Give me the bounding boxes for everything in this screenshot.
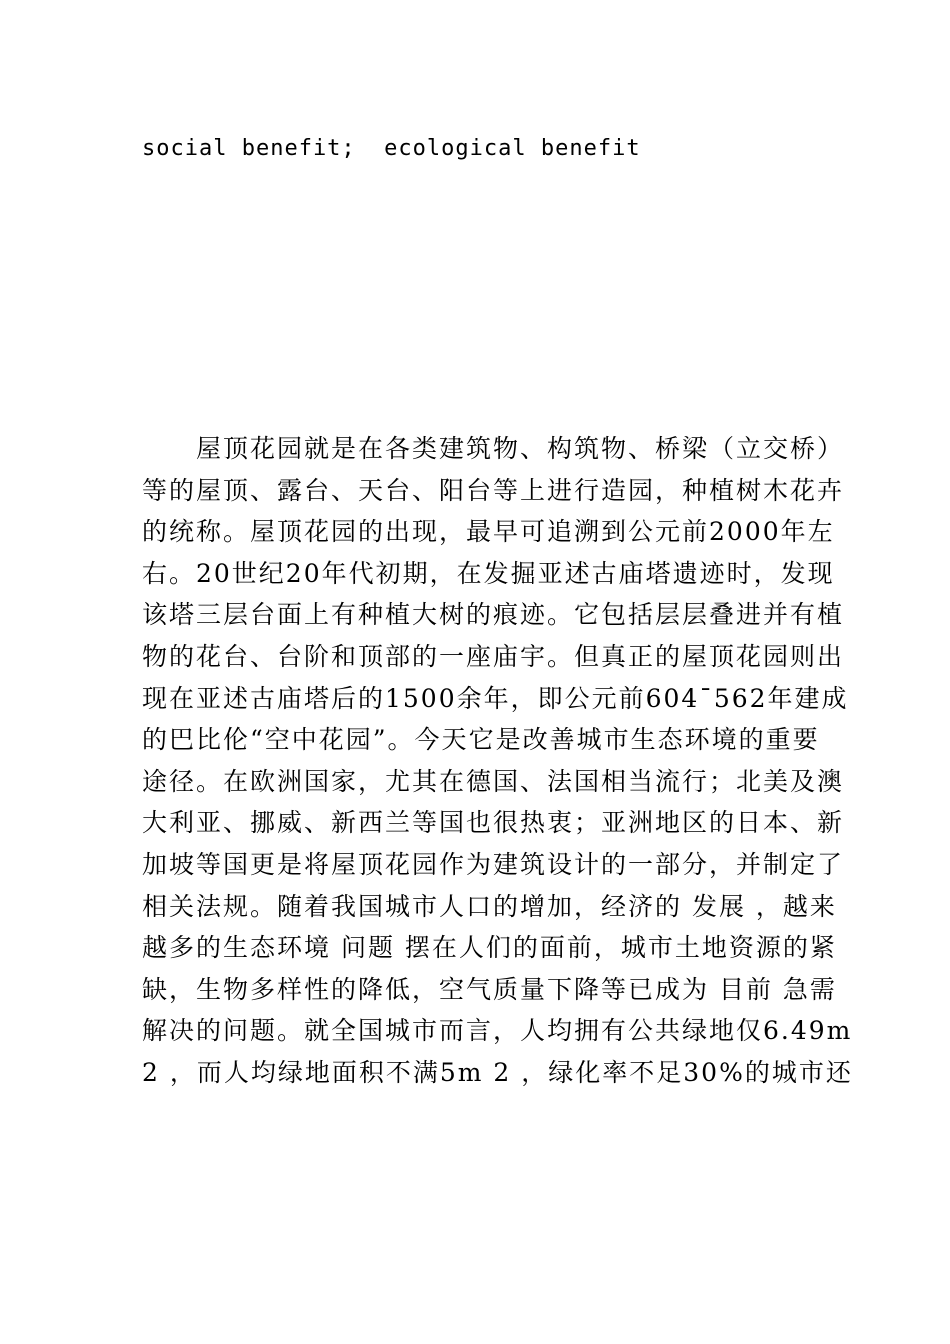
- english-keywords: social benefit; ecological benefit: [142, 136, 641, 161]
- paragraph-line: 物的花台、台阶和顶部的一座庙宇。但真正的屋顶花园则出: [142, 641, 845, 671]
- paragraph-line: 越多的生态环境 问题 摆在人们的面前，城市土地资源的紧: [142, 933, 837, 963]
- paragraph-line: 2 ，而人均绿地面积不满5m 2 ，绿化率不足30%的城市还: [142, 1057, 853, 1087]
- body-paragraph: [142, 428, 853, 1094]
- paragraph-line: 加坡等国更是将屋顶花园作为建筑设计的一部分，并制定了: [142, 849, 845, 879]
- paragraph-line: 的巴比伦“空中花园”。今天它是改善城市生态环境的重要: [142, 725, 820, 755]
- paragraph-line: 等的屋顶、露台、天台、阳台等上进行造园，种植树木花卉: [142, 475, 845, 505]
- paragraph-line: 的统称。屋顶花园的出现，最早可追溯到公元前2000年左: [142, 517, 835, 547]
- paragraph-line: 途径。在欧洲国家，尤其在德国、法国相当流行；北美及澳: [142, 766, 845, 796]
- paragraph-line: 现在亚述古庙塔后的1500余年，即公元前604¯562年建成: [142, 683, 849, 713]
- paragraph-line: 解决的问题。就全国城市而言，人均拥有公共绿地仅6.49m: [142, 1016, 853, 1046]
- paragraph-line: 屋顶花园就是在各类建筑物、构筑物、桥梁（立交桥）: [142, 434, 845, 463]
- paragraph-line: 相关法规。随着我国城市人口的增加，经济的 发展 ，越来: [142, 891, 837, 921]
- paragraph-line: 缺，生物多样性的降低，空气质量下降等已成为 目前 急需: [142, 974, 837, 1004]
- paragraph-line: 大利亚、挪威、新西兰等国也很热衷；亚洲地区的日本、新: [142, 808, 845, 838]
- paragraph-line: 该塔三层台面上有种植大树的痕迹。它包括层层叠进并有植: [142, 600, 845, 630]
- paragraph-line: 右。20世纪20年代初期，在发掘亚述古庙塔遗迹时，发现: [142, 558, 835, 588]
